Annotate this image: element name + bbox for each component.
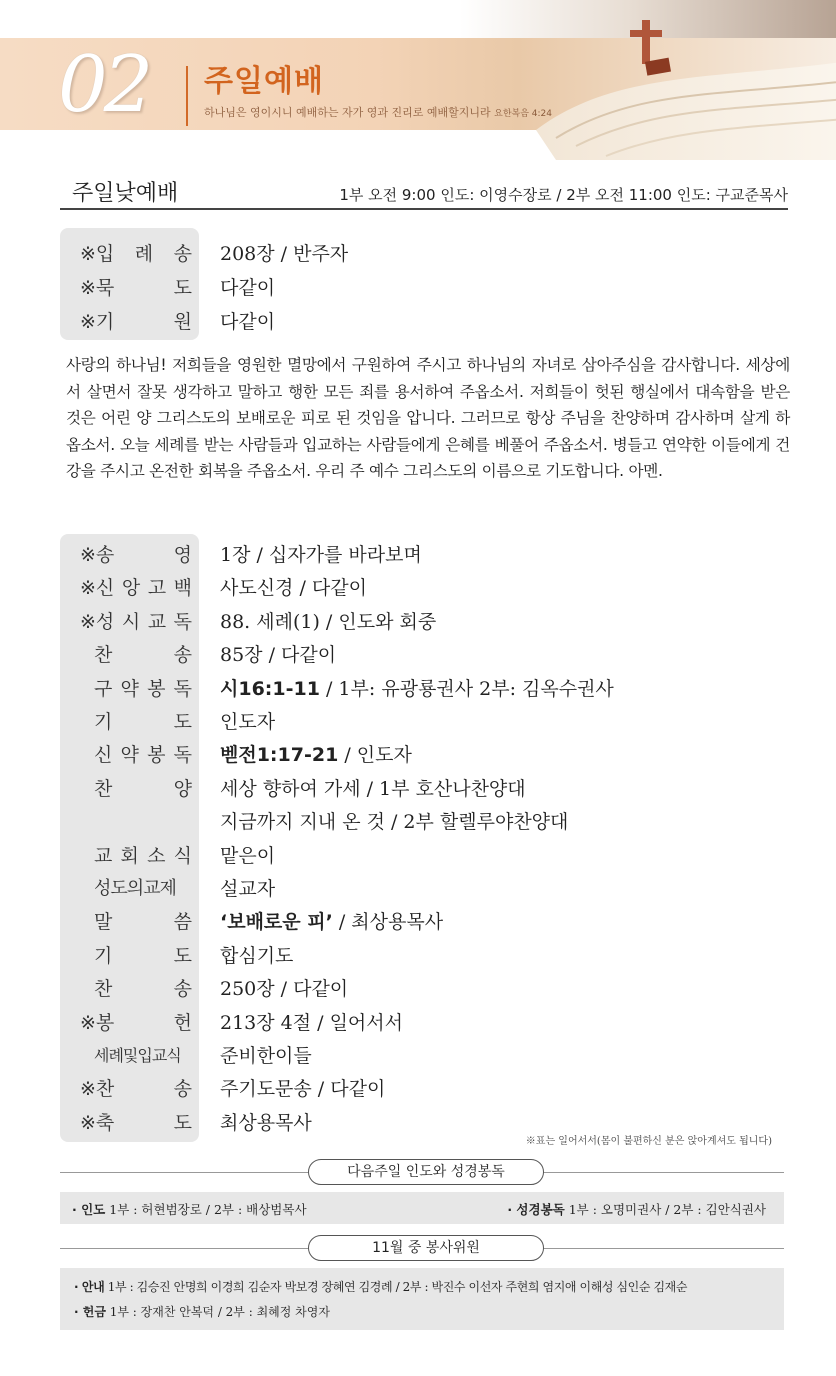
order-row xyxy=(60,872,800,906)
volunteers-guide xyxy=(74,1278,687,1295)
reading-label: · 성경봉독 xyxy=(507,1202,565,1217)
order-label xyxy=(80,605,192,639)
next-week-heading: 다음주일 인도와 성경봉독 xyxy=(308,1159,544,1185)
guide-names: 1부 : 김승진 안명희 이경희 김순자 박보경 장혜연 김경례 / 2부 : 박진수 이선자 주현희 염지애 이해성 심인순 김재순 xyxy=(104,1280,688,1294)
order-value xyxy=(220,1006,403,1040)
label-part: 찬 xyxy=(94,978,113,1001)
order-label xyxy=(80,571,192,605)
prayer-text: 사랑의 하나님! 저희들을 영원한 멸망에서 구원하여 주시고 하나님의 자녀로 삼아주심을 감사합니다. 세상에서 살면서 잘못 생각하고 말하고 행한 모든 죄를 용서하여 주옵소서. 저희들이 헛된 행실에서 대속함을 받은 것은 어린 양 그리스도의 보배로운 피로 된 것임을 압니다. 그러므로 항상 주님을 찬양하며 감사하며 살게 하옵소서. 오늘 세례를 받는 사람들과 입교하는 사람들에게 은혜를 베풀어 주옵소서. 병들고 연약한 이들에게 건강을 주시고 온전한 회복을 주옵소서. 우리 주 예수 그리스도의 이름으로 기도합니다. 아멘. xyxy=(66,356,790,480)
label-part: 찬 xyxy=(94,777,113,800)
label-part: ※입 xyxy=(80,243,115,265)
value-text: 208장 / 반주자 xyxy=(220,243,349,265)
order-label xyxy=(94,1039,192,1073)
label-part: 소 xyxy=(147,844,166,867)
opening-row xyxy=(60,237,800,271)
order-row xyxy=(60,605,800,639)
label-part: 찬 xyxy=(94,644,113,667)
label-part: 례 xyxy=(134,243,154,265)
order-value xyxy=(220,705,275,739)
label-part: 도 xyxy=(173,1111,192,1134)
value-text: / 1부: 유광룡권사 2부: 김옥수권사 xyxy=(319,677,614,700)
scripture-reference: ‘보배로운 피’ xyxy=(220,911,333,934)
title-divider xyxy=(186,66,188,126)
value-text: / 최상용목사 xyxy=(332,911,444,934)
volunteers-offering xyxy=(74,1303,330,1320)
label-part: 봉 xyxy=(147,677,166,700)
label-part: 송 xyxy=(173,243,192,265)
order-label xyxy=(94,805,192,839)
order-label xyxy=(94,839,192,873)
order-label xyxy=(80,1072,192,1106)
value-text: 다같이 xyxy=(220,277,276,299)
order-label xyxy=(94,905,192,939)
label-part: 원 xyxy=(173,311,192,333)
order-row xyxy=(60,772,800,806)
order-row xyxy=(60,571,800,605)
order-value xyxy=(220,672,614,706)
label-part: 백 xyxy=(173,577,192,600)
label-part: ※찬 xyxy=(80,1078,115,1101)
value-text: 지금까지 지내 온 것 / 2부 할렐루야찬양대 xyxy=(220,811,569,834)
value-text: 합심기도 xyxy=(220,944,294,967)
order-row xyxy=(60,805,800,839)
order-value xyxy=(220,738,412,772)
next-week-reading xyxy=(507,1200,766,1218)
label-part: 앙 xyxy=(121,577,141,600)
label-part: 독 xyxy=(173,610,192,633)
value-text: 최상용목사 xyxy=(220,1111,312,1134)
lead-names: 1부 : 허현범장로 / 2부 : 배상범목사 xyxy=(105,1202,307,1217)
order-label xyxy=(94,872,192,906)
offering-label: · 헌금 xyxy=(74,1305,106,1319)
scripture-reference: 시16:1-11 xyxy=(220,677,320,700)
label-part: 송 xyxy=(173,1078,192,1101)
label-part: 기 xyxy=(94,711,113,733)
value-text: 사도신경 / 다같이 xyxy=(220,577,367,600)
verse-reference: 요한복음 4:24 xyxy=(494,109,552,119)
order-value xyxy=(220,872,275,906)
label-part: 송 xyxy=(173,644,192,667)
label-part: 도 xyxy=(173,277,192,299)
label-part: 기 xyxy=(94,944,113,967)
value-text: 주기도문송 / 다같이 xyxy=(220,1078,386,1101)
order-label xyxy=(80,1006,192,1040)
value-text: 250장 / 다같이 xyxy=(220,978,349,1001)
order-value xyxy=(220,271,275,305)
lead-label: · 인도 xyxy=(72,1202,106,1217)
service-title: 주일낮예배 xyxy=(72,181,179,206)
service-info: 1부 오전 9:00 인도: 이영수장로 / 2부 오전 11:00 인도: 구교준목사 xyxy=(339,186,788,204)
order-row xyxy=(60,638,800,672)
order-row xyxy=(60,972,800,1006)
order-value xyxy=(220,839,275,873)
order-value xyxy=(220,571,367,605)
label-part: ※축 xyxy=(80,1111,115,1134)
opening-row xyxy=(60,271,800,305)
label-part: 시 xyxy=(121,610,141,633)
label-part: ※송 xyxy=(80,544,115,566)
order-value xyxy=(220,905,443,939)
label-part: 신 xyxy=(94,744,113,767)
opening-row xyxy=(60,305,800,339)
label-part: 송 xyxy=(173,978,192,1001)
order-row xyxy=(60,839,800,873)
label-part: 세례및입교식 xyxy=(94,1046,181,1065)
next-week-bar xyxy=(60,1192,784,1224)
label-part: 교 xyxy=(147,610,167,633)
guide-label: · 안내 xyxy=(74,1280,105,1294)
order-row xyxy=(60,905,800,939)
section-title: 주일예배 xyxy=(204,64,324,99)
reading-names: 1부 : 오명미권사 / 2부 : 김안식권사 xyxy=(564,1202,766,1217)
value-text: 설교자 xyxy=(220,878,276,900)
order-label xyxy=(94,772,192,806)
header-banner xyxy=(0,0,836,160)
next-week-lead xyxy=(72,1200,307,1218)
order-label xyxy=(94,672,192,706)
order-value xyxy=(220,605,436,639)
offering-names: 1부 : 장재찬 안복덕 / 2부 : 최혜정 차영자 xyxy=(105,1305,330,1319)
label-part: 영 xyxy=(173,544,192,566)
order-value xyxy=(220,1039,312,1073)
standing-note: ※표는 일어서서(몸이 불편하신 분은 앉아계셔도 됩니다) xyxy=(525,1136,772,1147)
section-number: 02 xyxy=(58,40,150,130)
value-text: 85장 / 다같이 xyxy=(220,644,337,667)
scripture-reference: 벧전1:17-21 xyxy=(220,744,339,767)
label-part: ※성 xyxy=(80,610,115,633)
label-part: ※신 xyxy=(80,577,115,600)
label-part: 교 xyxy=(94,844,113,867)
order-row xyxy=(60,939,800,973)
order-row xyxy=(60,1072,800,1106)
section-verse xyxy=(204,104,552,120)
volunteers-bar xyxy=(60,1268,784,1330)
label-part: 식 xyxy=(173,844,192,867)
value-text: 88. 세례(1) / 인도와 회중 xyxy=(220,610,437,633)
label-part: 양 xyxy=(173,777,192,800)
value-text: 맡은이 xyxy=(220,844,276,867)
order-row xyxy=(60,705,800,739)
label-part: 봉 xyxy=(147,744,166,767)
order-value xyxy=(220,237,348,271)
order-value xyxy=(220,1106,312,1140)
service-underline xyxy=(60,208,788,210)
value-text: 세상 향하여 가세 / 1부 호산나찬양대 xyxy=(220,777,526,800)
order-label xyxy=(80,305,192,339)
order-row xyxy=(60,738,800,772)
value-text: 1장 / 십자가를 바라보며 xyxy=(220,544,422,566)
label-part: 고 xyxy=(147,577,167,600)
order-label xyxy=(94,705,192,739)
order-label xyxy=(94,972,192,1006)
value-text: 213장 4절 / 일어서서 xyxy=(220,1011,403,1034)
label-part: 약 xyxy=(120,744,139,767)
order-label xyxy=(94,738,192,772)
order-label xyxy=(94,638,192,672)
label-part: ※묵 xyxy=(80,277,115,299)
order-label xyxy=(80,237,192,271)
label-part: ※기 xyxy=(80,311,115,333)
order-label xyxy=(80,1106,192,1140)
verse-text: 하나님은 영이시니 예배하는 자가 영과 진리로 예배할지니라 xyxy=(204,106,491,119)
order-value xyxy=(220,305,275,339)
order-row xyxy=(60,538,800,572)
order-value xyxy=(220,939,293,973)
label-part: 회 xyxy=(120,844,139,867)
order-row xyxy=(60,1039,800,1073)
label-part: 헌 xyxy=(173,1011,192,1034)
value-text: 인도자 xyxy=(220,711,276,733)
value-text: 준비한이들 xyxy=(220,1045,312,1067)
order-label xyxy=(80,538,192,572)
label-part: 구 xyxy=(94,677,113,700)
order-label xyxy=(80,271,192,305)
value-text: 다같이 xyxy=(220,311,276,333)
label-part: 말 xyxy=(94,911,113,934)
order-value xyxy=(220,805,568,839)
order-row xyxy=(60,1006,800,1040)
order-value xyxy=(220,772,526,806)
label-part: 약 xyxy=(120,677,139,700)
bible-cross-image xyxy=(496,10,836,160)
order-value xyxy=(220,638,336,672)
order-value xyxy=(220,972,348,1006)
order-value xyxy=(220,1072,385,1106)
label-part: 도 xyxy=(173,944,192,967)
label-part: 독 xyxy=(173,744,192,767)
order-value xyxy=(220,538,422,572)
order-label xyxy=(94,939,192,973)
label-part: 씀 xyxy=(173,911,192,934)
order-row xyxy=(60,672,800,706)
label-part: 도 xyxy=(173,711,192,733)
label-part: ※봉 xyxy=(80,1011,115,1034)
volunteers-heading: 11월 중 봉사위원 xyxy=(308,1235,544,1261)
value-text: / 인도자 xyxy=(338,744,412,767)
label-part: 성도의교제 xyxy=(94,878,176,899)
label-part: 독 xyxy=(173,677,192,700)
